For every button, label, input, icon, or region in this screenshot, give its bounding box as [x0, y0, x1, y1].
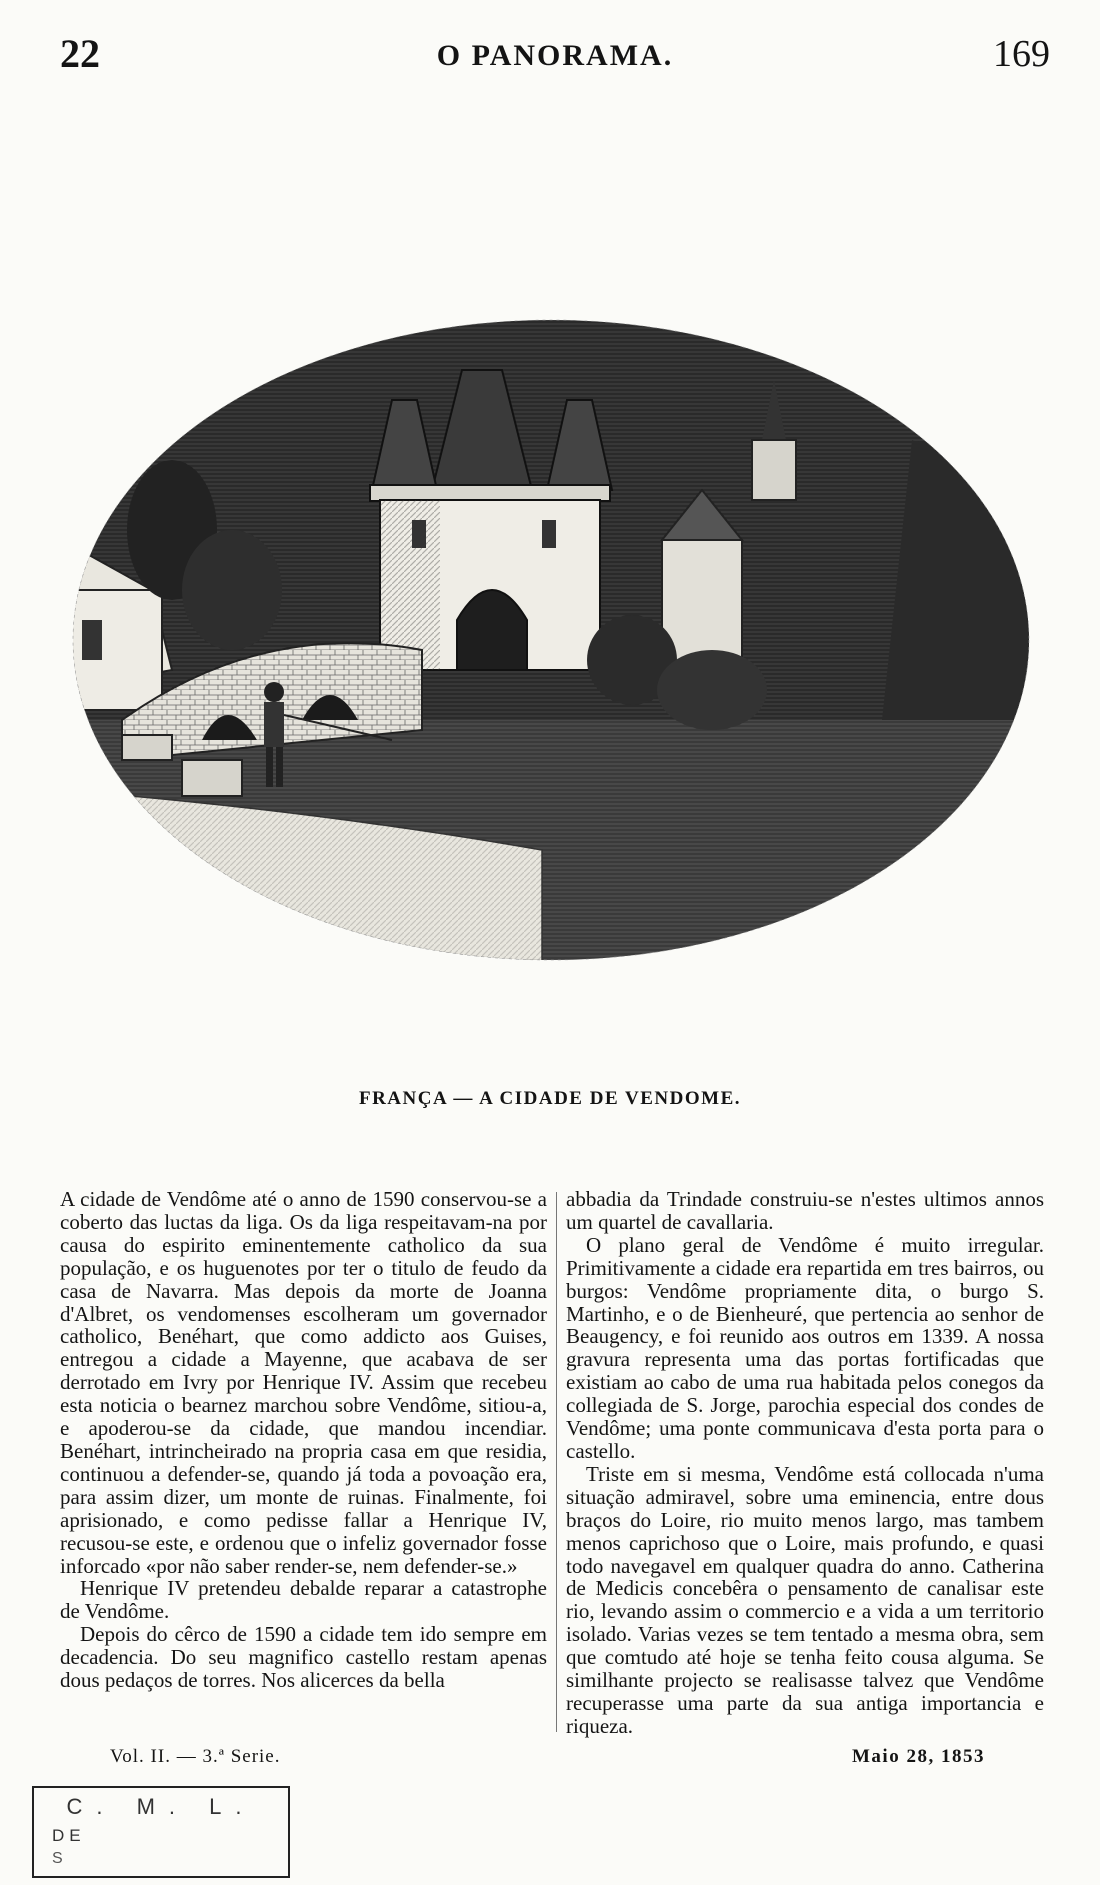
figure-caption: FRANÇA — A CIDADE DE VENDOME. — [358, 1088, 741, 1109]
stamp-line-3: S — [52, 1850, 69, 1867]
paragraph-5: O plano geral de Vendôme é muito irregular. Primitivamente a cidade era repartida em tres bairros, ou burgos: Vendôme propriamente dita, o burgo S. Martinho, e o de Bienheuré, que pertencia ao senhor de Beaugency, e foi reunido aos outros em 1339. A nossa gravura representa uma das portas fortificadas que existiam ao cabo de uma rua habitada pelos conegos da collegiada de S. Jorge, parochia especial dos condes de Vendôme; uma ponte communicava d'esta porta para o castello. — [566, 1232, 1044, 1463]
paragraph-4: abbadia da Trindade construiu-se n'estes ultimos annos um quartel de cavallaria. — [566, 1187, 1044, 1234]
page-number-right: 169 — [993, 33, 1050, 75]
page-number-left: 22 — [60, 31, 100, 76]
stamp-line-1: C. M. L. — [66, 1794, 256, 1819]
article-right-column — [566, 1188, 1044, 1738]
paragraph-3: Depois do cêrco de 1590 a cidade tem ido sempre em decadencia. Do seu magnifico castello restam apenas dous pedaços de torres. Nos alicerces da bella — [60, 1622, 547, 1693]
periodical-title: O PANORAMA. — [436, 39, 674, 72]
paragraph-6: Triste em si mesma, Vendôme está collocada n'uma situação admiravel, sobre uma eminencia, entre dous braços do Loire, rio muito menos largo, mas tambem menos caprichoso que o Loire, mais profundo, e quasi todo navegavel em qualquer quadra do anno. Catherina de Medicis concebêra o pensamento de canalisar este rio, levando assim o commercio e a vida a um territorio isolado. Varias vezes se tem tentado a mesma obra, sem que comtudo até hoje se tenha feito cousa alguma. Se similhante projecto se realisasse talvez que Vendôme recuperasse uma parte da sua antiga importancia e riqueza. — [566, 1461, 1044, 1738]
volume-footer: Vol. II. — 3.ª Serie. — [110, 1746, 281, 1767]
stamp-line-2: DE — [52, 1826, 86, 1845]
engraving-illustration — [62, 290, 1040, 1025]
column-divider — [556, 1192, 557, 1732]
issue-date: Maio 28, 1853 — [852, 1746, 985, 1767]
paragraph-2: Henrique IV pretendeu debalde reparar a catastrophe de Vendôme. — [60, 1576, 547, 1624]
paragraph-1: A cidade de Vendôme até o anno de 1590 conservou-se a coberto das luctas da liga. Os da liga respeitavam-na por causa do espirito eminentemente catholico da sua população, e os huguenotes por ter o titulo de feudo da casa de Navarra. Mas depois da morte de Joanna d'Albret, os vendomenses escolheram um governador catholico, Benéhart, que como addicto aos Guises, entregou a cidade a Mayenne, que acabava de ser derrotado em Ivry por Henrique IV. Assim que recebeu esta noticia o bearnez marchou sobre Vendôme, sitiou-a, e apoderou-se da cidade, que mandou incendiar. Benéhart, intrincheirado na propria casa em que residia, continuou a defender-se, quando já toda a povoação era, para assim dizer, um monte de ruinas. Finalmente, foi aprisionado, e como pedisse fallar a Henrique IV, recusou-se este, e ordenou que o infeliz governador fosse inforcado «por não saber render-se, nem defender-se.» — [60, 1187, 547, 1578]
page-header — [60, 30, 1050, 80]
article-left-column — [60, 1188, 547, 1692]
library-stamp — [32, 1786, 290, 1878]
